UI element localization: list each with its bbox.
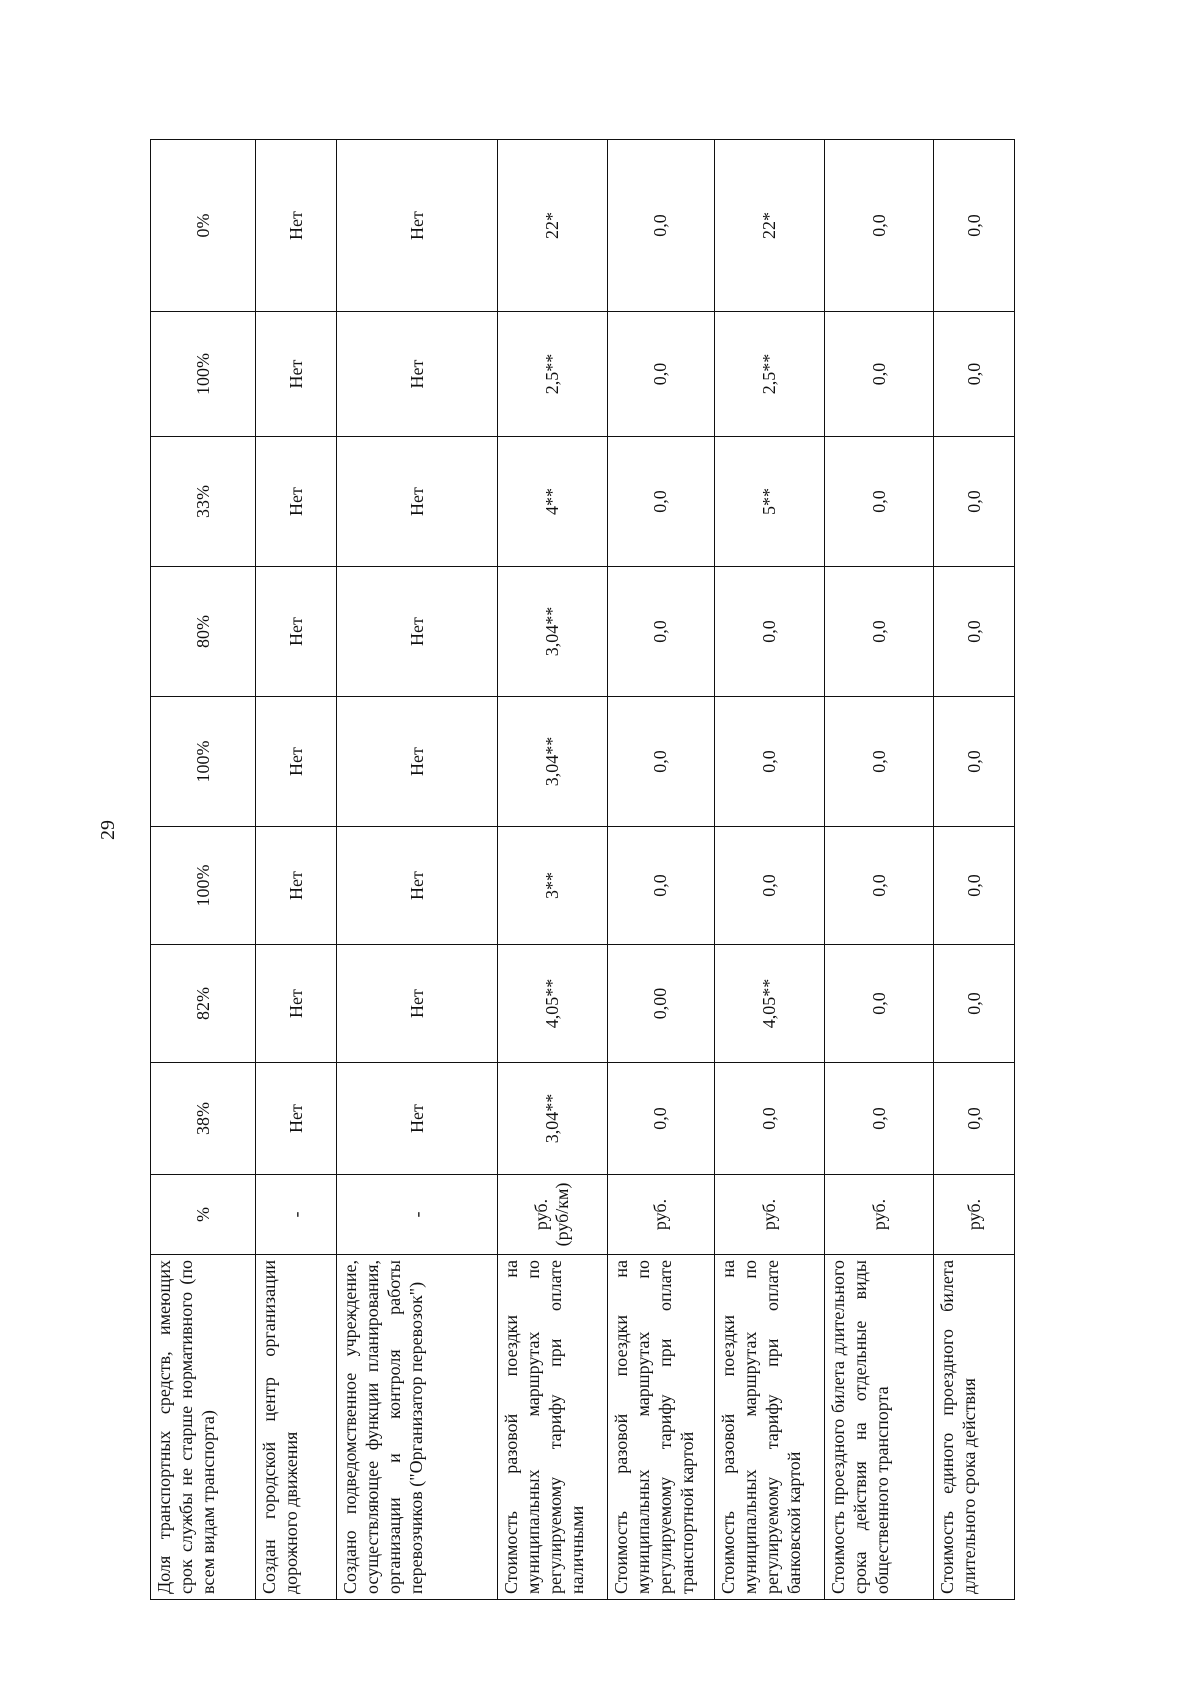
rotated-table-wrapper	[150, 140, 1015, 1600]
unit-cell: руб.	[607, 1175, 714, 1255]
value-cell: 0,0	[607, 567, 714, 697]
value-cell: 0,0	[934, 945, 1015, 1063]
indicator-name: Стоимость проездного билета длительного срока действия на отдельные виды общественного транспорта	[824, 1255, 934, 1600]
table-row	[498, 140, 608, 1600]
value-cell: 2,5**	[715, 312, 825, 437]
value-cell: 0,0	[824, 945, 934, 1063]
value-cell: 100%	[151, 827, 256, 945]
value-cell: 0,0	[715, 827, 825, 945]
indicator-name: Создан городской центр организации дорожного движения	[256, 1255, 337, 1600]
value-cell: 0,0	[824, 437, 934, 567]
table-row	[934, 140, 1015, 1600]
value-cell: Нет	[256, 312, 337, 437]
value-cell: 100%	[151, 697, 256, 827]
page-number: 29	[97, 820, 119, 840]
indicator-name: Стоимость разовой поездки на муниципальных маршрутах по регулируемому тарифу при оплате транспортной картой	[607, 1255, 714, 1600]
value-cell: Нет	[256, 697, 337, 827]
value-cell: Нет	[256, 437, 337, 567]
value-cell: 0%	[151, 140, 256, 312]
value-cell: 3,04**	[498, 567, 608, 697]
value-cell: 3,04**	[498, 1063, 608, 1175]
unit-cell: руб.	[715, 1175, 825, 1255]
value-cell: 0,0	[934, 1063, 1015, 1175]
table-row	[607, 140, 714, 1600]
value-cell: 0,0	[934, 567, 1015, 697]
value-cell: 0,0	[824, 140, 934, 312]
unit-cell: руб.	[934, 1175, 1015, 1255]
value-cell: 4**	[498, 437, 608, 567]
unit-cell: руб.	[824, 1175, 934, 1255]
value-cell: Нет	[336, 827, 497, 945]
table-row	[336, 140, 497, 1600]
value-cell: 0,0	[607, 312, 714, 437]
value-cell: 0,0	[715, 567, 825, 697]
value-cell: 33%	[151, 437, 256, 567]
value-cell: Нет	[336, 312, 497, 437]
indicator-name: Стоимость единого проездного билета длительного срока действия	[934, 1255, 1015, 1600]
value-cell: 0,0	[824, 312, 934, 437]
table-row	[256, 140, 337, 1600]
value-cell: 0,0	[607, 140, 714, 312]
value-cell: Нет	[256, 1063, 337, 1175]
value-cell: 0,0	[607, 437, 714, 567]
unit-cell: -	[256, 1175, 337, 1255]
value-cell: 0,0	[934, 827, 1015, 945]
value-cell: Нет	[336, 697, 497, 827]
value-cell: 5**	[715, 437, 825, 567]
value-cell: 0,0	[934, 437, 1015, 567]
value-cell: 3**	[498, 827, 608, 945]
value-cell: 22*	[498, 140, 608, 312]
value-cell: Нет	[336, 1063, 497, 1175]
table-row	[715, 140, 825, 1600]
value-cell: Нет	[336, 945, 497, 1063]
indicators-table	[150, 139, 1015, 1600]
unit-cell: руб. (руб/км)	[498, 1175, 608, 1255]
value-cell: 0,0	[824, 1063, 934, 1175]
indicator-name: Создано подведомственное учреждение, осуществляющее функции планирования, организации и контроля работы перевозчиков ("Организатор перевозок")	[336, 1255, 497, 1600]
value-cell: 80%	[151, 567, 256, 697]
value-cell: Нет	[256, 827, 337, 945]
value-cell: Нет	[336, 140, 497, 312]
value-cell: 0,0	[824, 697, 934, 827]
value-cell: 22*	[715, 140, 825, 312]
value-cell: 0,00	[607, 945, 714, 1063]
value-cell: 100%	[151, 312, 256, 437]
value-cell: 0,0	[934, 697, 1015, 827]
value-cell: 0,0	[824, 567, 934, 697]
value-cell: 2,5**	[498, 312, 608, 437]
value-cell: 38%	[151, 1063, 256, 1175]
value-cell: 0,0	[824, 827, 934, 945]
value-cell: 0,0	[607, 1063, 714, 1175]
value-cell: Нет	[336, 567, 497, 697]
value-cell: Нет	[256, 567, 337, 697]
unit-cell: %	[151, 1175, 256, 1255]
value-cell: 0,0	[607, 827, 714, 945]
indicator-name: Стоимость разовой поездки на муниципальных маршрутах по регулируемому тарифу при оплате наличными	[498, 1255, 608, 1600]
value-cell: 0,0	[715, 1063, 825, 1175]
value-cell: 0,0	[607, 697, 714, 827]
value-cell: 4,05**	[498, 945, 608, 1063]
table-row	[151, 140, 256, 1600]
indicator-name: Доля транспортных средств, имеющих срок службы не старше нормативного (по всем видам транспорта)	[151, 1255, 256, 1600]
value-cell: 0,0	[934, 312, 1015, 437]
value-cell: Нет	[336, 437, 497, 567]
unit-cell: -	[336, 1175, 497, 1255]
value-cell: 4,05**	[715, 945, 825, 1063]
value-cell: Нет	[256, 140, 337, 312]
value-cell: Нет	[256, 945, 337, 1063]
value-cell: 82%	[151, 945, 256, 1063]
value-cell: 0,0	[715, 697, 825, 827]
table-row	[824, 140, 934, 1600]
value-cell: 0,0	[934, 140, 1015, 312]
indicator-name: Стоимость разовой поездки на муниципальных маршрутах по регулируемому тарифу при оплате банковской картой	[715, 1255, 825, 1600]
value-cell: 3,04**	[498, 697, 608, 827]
